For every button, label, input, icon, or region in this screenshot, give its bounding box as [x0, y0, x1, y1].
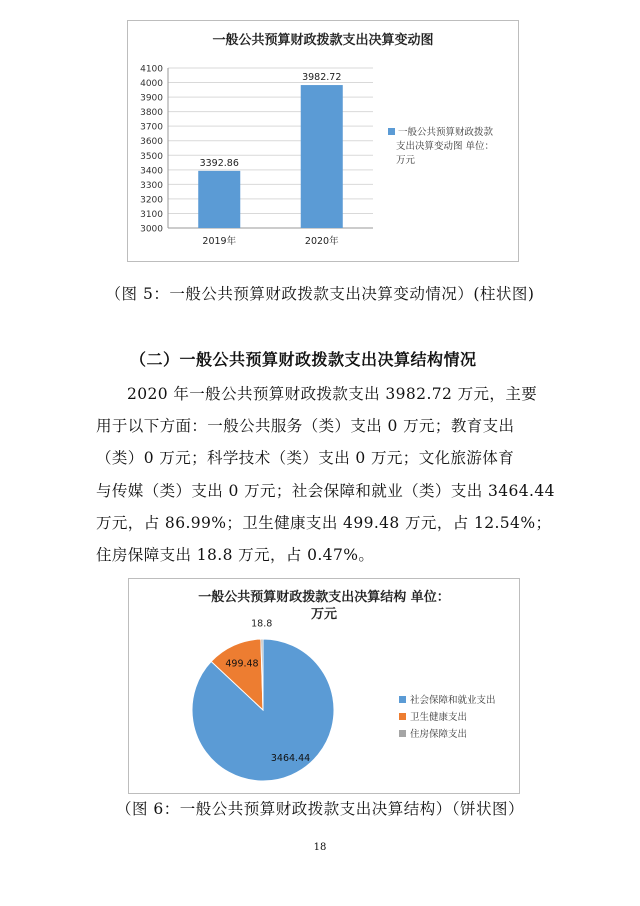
body-line: 用于以下方面：一般公共服务（类）支出 0 万元；教育支出 — [96, 417, 515, 436]
legend-label: 住房保障支出 — [410, 729, 468, 740]
y-tick-label: 3300 — [140, 180, 163, 191]
legend-swatch — [399, 696, 406, 703]
pie-chart-svg — [129, 579, 519, 793]
bar — [198, 171, 240, 228]
legend-label: 社会保障和就业支出 — [410, 695, 496, 706]
pie-chart-title-line: 万元 — [310, 607, 337, 622]
x-tick-label: 2020年 — [304, 236, 339, 247]
bar-chart-container — [127, 20, 519, 262]
y-tick-label: 3500 — [140, 151, 163, 162]
pie-chart-title-line: 一般公共预算财政拨款支出决算结构 单位： — [198, 590, 450, 605]
pie-data-label: 18.8 — [251, 618, 273, 630]
section-heading: （二）一般公共预算财政拨款支出决算结构情况 — [130, 350, 477, 369]
y-tick-label: 3800 — [140, 108, 163, 119]
body-paragraph — [96, 378, 558, 571]
page-number: 18 — [313, 842, 327, 853]
legend-swatch — [388, 128, 395, 135]
body-line: 与传媒（类）支出 0 万元；社会保障和就业（类）支出 3464.44 — [96, 481, 555, 500]
legend-swatch — [399, 730, 406, 737]
body-line: 万元，占 86.99%；卫生健康支出 499.48 万元，占 12.54%； — [96, 513, 552, 532]
y-tick-label: 3900 — [140, 93, 163, 104]
legend-label: 支出决算变动图 单位： — [396, 141, 495, 152]
pie-chart-container — [128, 578, 520, 794]
pie-data-label: 499.48 — [225, 658, 259, 670]
bar-data-label: 3392.86 — [199, 157, 239, 169]
pie-data-label: 3464.44 — [270, 752, 311, 764]
y-tick-label: 3600 — [140, 137, 163, 148]
y-tick-label: 3200 — [140, 195, 163, 206]
x-tick-label: 2019年 — [202, 236, 237, 247]
figure-6-caption: （图 6：一般公共预算财政拨款支出决算结构）（饼状图） — [115, 800, 525, 818]
y-tick-label: 3100 — [140, 209, 163, 220]
body-line: 住房保障支出 18.8 万元，占 0.47%。 — [96, 546, 375, 565]
bar — [301, 85, 343, 228]
bar-chart-svg — [128, 21, 518, 261]
bar-data-label: 3982.72 — [302, 72, 342, 84]
legend-label: 卫生健康支出 — [410, 712, 468, 723]
bar-chart-title: 一般公共预算财政拨款支出决算变动图 — [212, 33, 434, 48]
y-tick-label: 3700 — [140, 122, 163, 133]
legend-swatch — [399, 713, 406, 720]
legend-label: 万元 — [396, 155, 416, 166]
legend-label: 一般公共预算财政拨款 — [398, 127, 494, 138]
body-line: （类）0 万元；科学技术（类）支出 0 万元；文化旅游体育 — [96, 449, 515, 468]
y-tick-label: 4100 — [140, 64, 163, 75]
body-line: 2020 年一般公共预算财政拨款支出 3982.72 万元，主要 — [127, 385, 538, 403]
y-tick-label: 3000 — [140, 224, 163, 235]
y-tick-label: 4000 — [140, 79, 163, 90]
figure-5-caption: （图 5：一般公共预算财政拨款支出决算变动情况）(柱状图) — [105, 285, 535, 303]
y-tick-label: 3400 — [140, 166, 163, 177]
